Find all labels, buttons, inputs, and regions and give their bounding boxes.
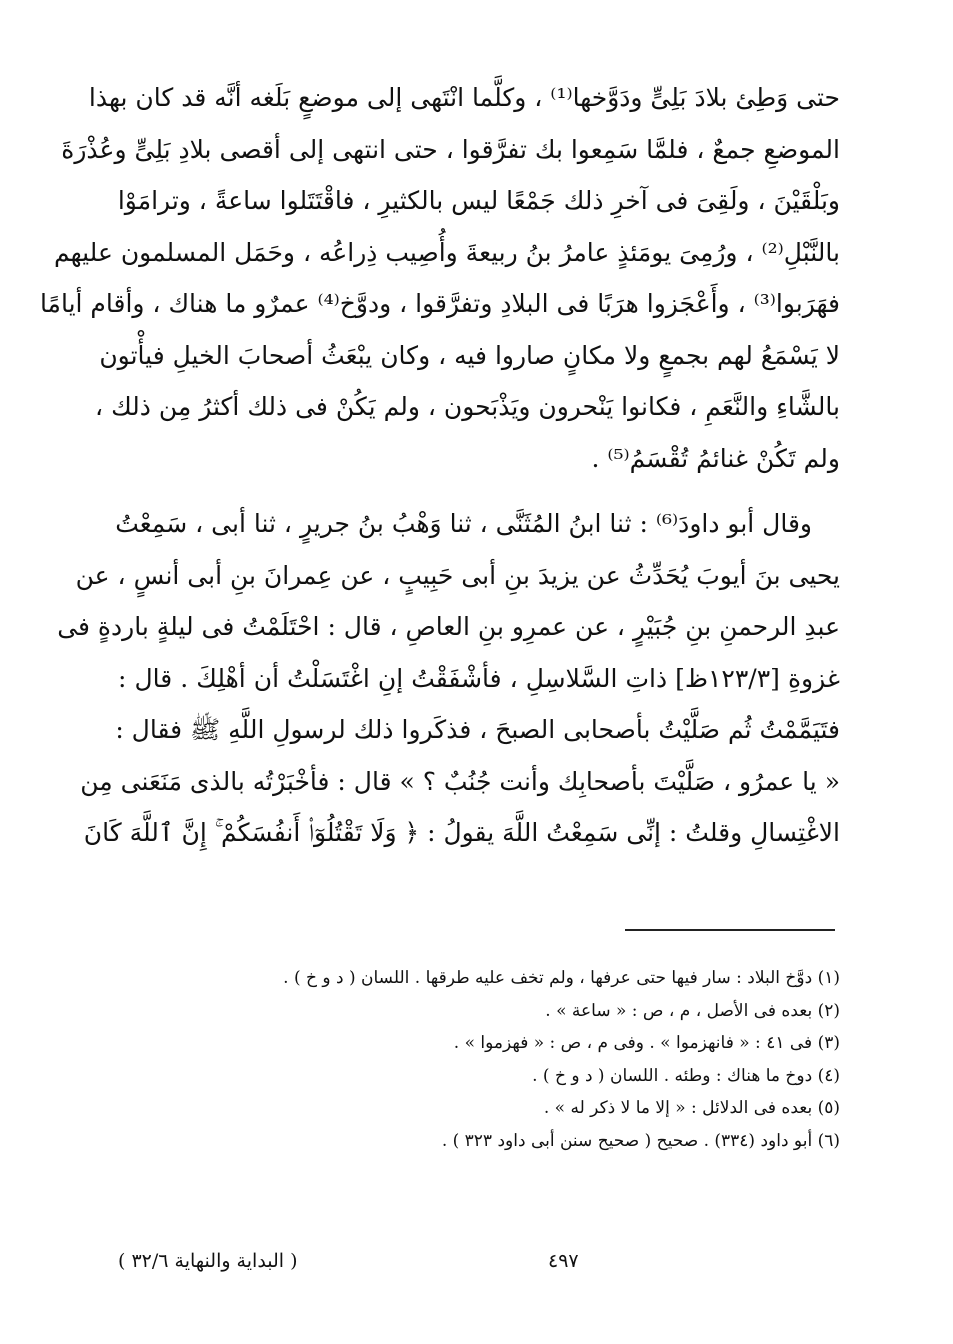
text-line: الموضعِ جمعٌ ، فلمَّا سَمِعوا بك تفرَّقوا ، حتى انتهى إلى أقصى بلادِ بَلِىٍّ وعُذْرَةَ <box>61 134 840 164</box>
text-line: ولم تَكُنْ غنائمُ تُقْسَمُ⁽⁵⁾ . <box>591 443 840 473</box>
text-line: عبدِ الرحمنِ بنِ جُبَيْرٍ ، عن عمرِو بنِ العاصِ ، قال : احْتَلَمْتُ فى ليلةٍ باردةٍ فى <box>57 612 840 641</box>
text-line: فتَيَمَّمْتُ ثُم صَلَّيْتُ بأصحابى الصبحَ ، فذكَروا ذلك لرسولِ اللَّهِ ﷺ فقال : <box>115 715 840 744</box>
footnote: (١) دوَّخ البلاد : سار فيها حتى عرفها ، ولم تخف عليه طرقها . اللسان ( د و خ ) . <box>283 968 840 988</box>
text-line: يحيى بنَ أيوبَ يُحَدِّثُ عن يزيدَ بنِ أبى حَبِيبٍ ، عن عِمرانَ بنِ أبى أنسٍ ، عن <box>75 560 840 590</box>
text-line: الاغْتِسالِ وقلتُ : إنِّى سَمِعْتُ اللَّهَ يقولُ : ﴿ وَلَا تَقْتُلُوٓا۟ أَنفُسَكُمْ ۚ إِنَّ ٱللَّهَ كَانَ <box>83 818 840 847</box>
text-line: غزوةِ [١٢٣/٣ظ] ذاتِ السَّلاسِلِ ، فأشْفَقْتُ إنِ اغْتَسَلْتُ أن أهْلِكَ . قال : <box>118 663 840 693</box>
text-line: وبَلْقَيْنَ ، ولَقِىَ فى آخرِ ذلك جَمْعًا ليس بالكثيرِ ، فاقْتَتَلوا ساعةً ، وترامَوْا <box>117 186 840 215</box>
footnote-divider <box>625 929 835 931</box>
footnote: (٤) دوخ ما هناك : وطئه . اللسان ( د و خ ) . <box>532 1065 840 1086</box>
text-line: لا يَسْمَعُ لهم بجمعٍ ولا مكانٍ صاروا فيه ، وكان يبْعَثُ أصحابَ الخيلِ فيأْتون <box>99 340 840 370</box>
footnote: (٥) بعده فى الدلائل : « إلا ما لا ذكر له » . <box>543 1098 840 1118</box>
footnote: (٦) أبو داود (٣٣٤) . صحيح ( صحيح سنن أبى داود ٣٢٣ ) . <box>441 1130 840 1151</box>
text-line: حتى وَطِئ بلادَ بَلِىٍّ ودَوَّخها⁽¹⁾ ، وكلَّما انْتَهى إلى موضعٍ بَلَغه أنَّه قد كان بهذا <box>88 83 840 112</box>
text-line: بالنَّبْلِ⁽²⁾ ، ورُمِىَ يومَئذٍ عامرُ بنُ ربيعةَ وأُصِيب ذِراعُه ، وحَمَل المسلمون عليهم <box>53 237 840 267</box>
footnote: (٢) بعده فى الأصل ، م ، ص : « ساعة » . <box>545 1000 840 1021</box>
page-number: ٤٩٧ <box>548 1250 579 1272</box>
paragraph-2 <box>57 498 840 859</box>
text-line: « يا عمرُو ، صَلَّيْتَ بأصحابِك وأنت جُنُبٌ ؟ » قال : فأخْبَرْتُه بالذى مَنَعَنى مِن <box>80 766 840 796</box>
footnotes <box>118 962 840 1157</box>
paragraph-1 <box>39 72 840 484</box>
main-text <box>39 72 840 859</box>
text-line: وقال أبو داودَ⁽⁶⁾ : ثنا ابنُ المُثَنَّى ، ثنا وَهْبُ بنُ جريرٍ ، ثنا أبى ، سَمِعْتُ <box>115 509 812 538</box>
text-line: فهَرَبوا⁽³⁾ ، وأَعْجَزوا هرَبًا فى البلادِ وتفرَّقوا ، ودوَّخ⁽⁴⁾ عمرٌو ما هناك ، وأقام أيامًا <box>39 289 840 318</box>
text-line: بالشَّاءِ والنَّعَمِ ، فكانوا يَنْحرون ويَذْبَحون ، ولم يَكُنْ فى ذلك أكثرُ مِن ذلك ، <box>95 392 840 421</box>
running-title: ( البداية والنهاية ٣٢/٦ ) <box>118 1250 298 1272</box>
page-footer <box>118 1244 840 1284</box>
footnote: (٣) فى ٤١ : « فانهزموا » . وفى م ، ص : « فهزموا » . <box>453 1033 840 1053</box>
